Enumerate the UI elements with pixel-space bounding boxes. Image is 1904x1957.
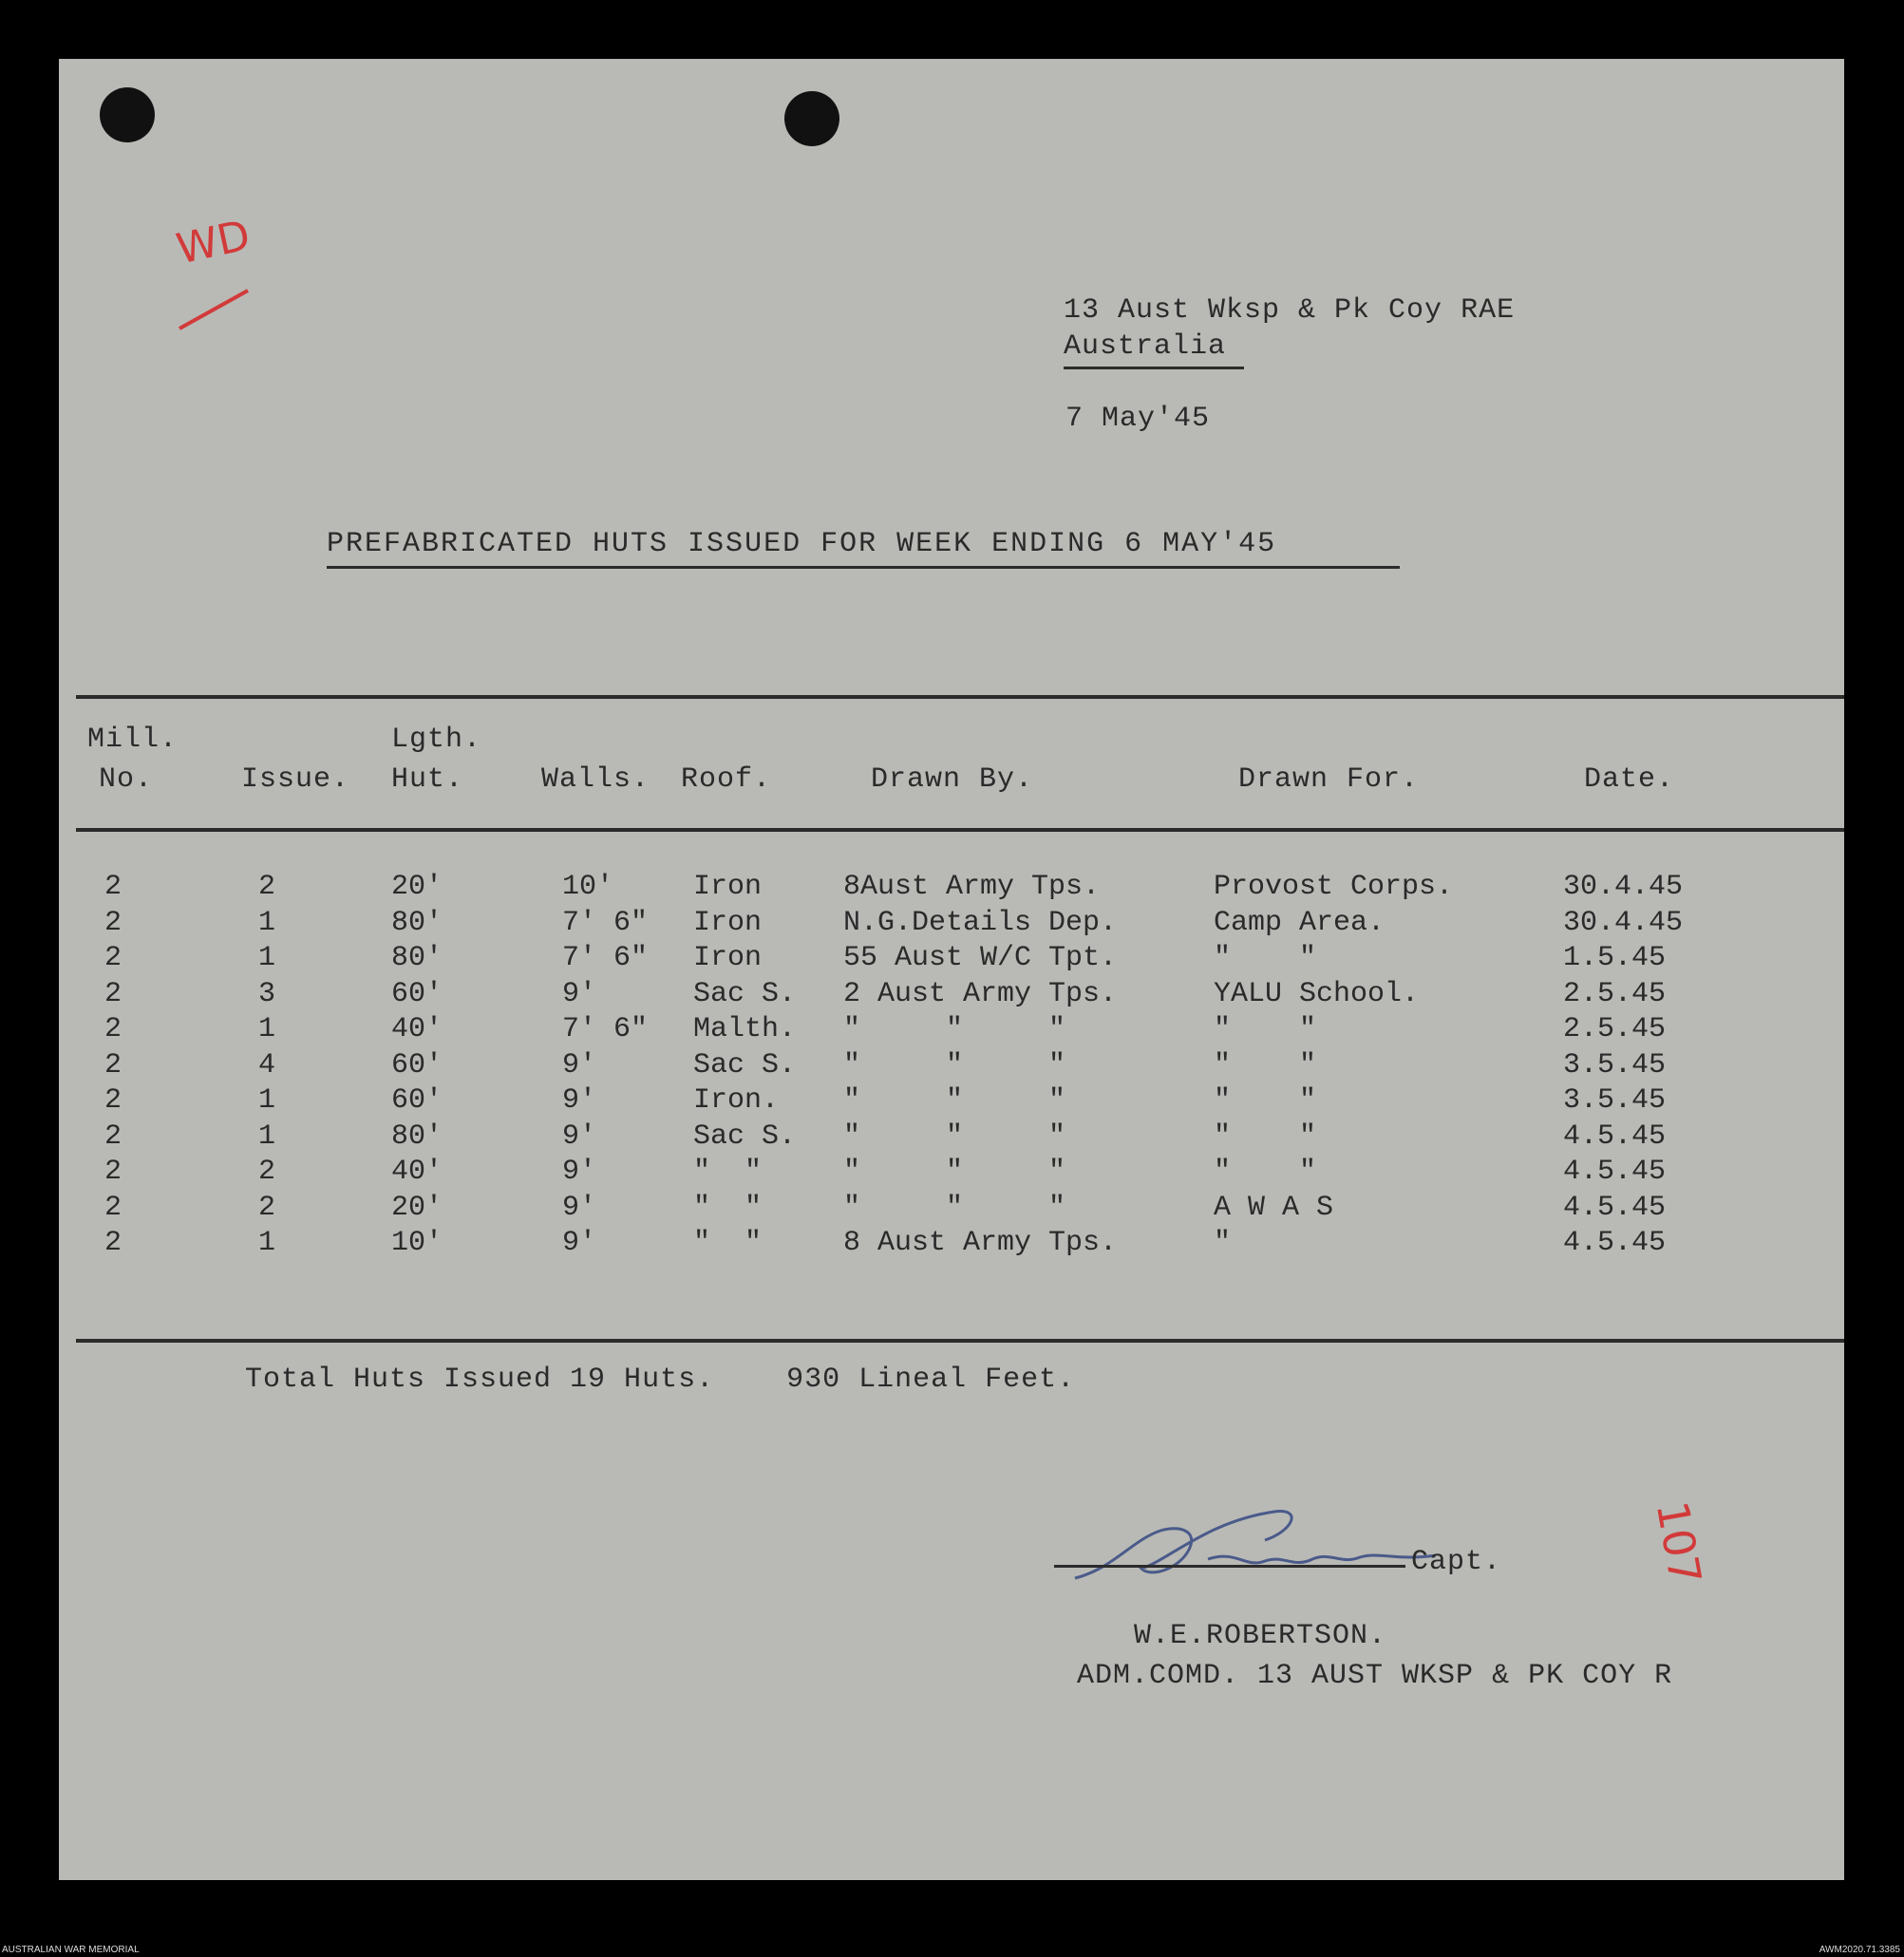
cell-length: 80' [391, 1120, 443, 1153]
cell-drawn-by: " " " [843, 1013, 1066, 1045]
cell-walls: 7' 6" [562, 1013, 649, 1045]
location-underline [1064, 367, 1244, 369]
cell-walls: 7' 6" [562, 906, 649, 939]
cell-mill: 2 [104, 906, 123, 939]
cell-drawn-by: 55 Aust W/C Tpt. [843, 942, 1118, 974]
cell-issue: 1 [258, 1227, 276, 1259]
cell-drawn-by: " " " [843, 1191, 1066, 1224]
cell-drawn-for: YALU School. [1214, 977, 1420, 1010]
cell-length: 40' [391, 1013, 443, 1045]
cell-date: 2.5.45 [1563, 977, 1667, 1010]
margin-note-wd: WD [172, 211, 254, 274]
cell-date: 4.5.45 [1563, 1227, 1667, 1259]
cell-date: 2.5.45 [1563, 1013, 1667, 1045]
cell-roof: Iron [693, 906, 763, 939]
table-top-rule [76, 695, 1844, 699]
cell-drawn-for: " " [1214, 1156, 1317, 1188]
cell-drawn-for: " [1214, 1227, 1232, 1259]
cell-issue: 1 [258, 906, 276, 939]
cell-mill: 2 [104, 1013, 123, 1045]
cell-length: 40' [391, 1156, 443, 1188]
document-title: PREFABRICATED HUTS ISSUED FOR WEEK ENDING 6 MAY'45 [327, 528, 1277, 560]
punch-hole [784, 91, 839, 146]
cell-length: 10' [391, 1227, 443, 1259]
cell-length: 60' [391, 977, 443, 1010]
cell-mill: 2 [104, 1048, 123, 1082]
cell-issue: 1 [258, 1013, 276, 1045]
document-date: 7 May'45 [1065, 403, 1211, 435]
document-page [59, 59, 1844, 1880]
cell-roof: Malth. [693, 1013, 797, 1045]
cell-mill: 2 [104, 1191, 123, 1224]
cell-drawn-for: " " [1214, 1084, 1317, 1117]
cell-mill: 2 [104, 1120, 123, 1153]
cell-drawn-for: Provost Corps. [1214, 871, 1454, 903]
footer-right: AWM2020.71.3385 [1819, 1945, 1900, 1955]
cell-drawn-for: " " [1214, 942, 1317, 974]
cell-length: 60' [391, 1084, 443, 1117]
table-row [59, 942, 1844, 977]
cell-walls: 9' [562, 1048, 597, 1082]
cell-date: 1.5.45 [1563, 942, 1667, 974]
signatory-appointment: ADM.COMD. 13 AUST WKSP & PK COY R [1077, 1660, 1673, 1692]
cell-walls: 9' [562, 1156, 597, 1188]
unit-header: 13 Aust Wksp & Pk Coy RAE [1064, 294, 1516, 327]
cell-issue: 4 [258, 1048, 276, 1082]
cell-issue: 2 [258, 1191, 276, 1224]
cell-walls: 9' [562, 1120, 597, 1153]
cell-walls: 10' [562, 871, 614, 903]
col-date: Date. [1584, 763, 1675, 796]
cell-issue: 1 [258, 1084, 276, 1117]
col-length-line2: Hut. [391, 763, 464, 796]
cell-mill: 2 [104, 871, 123, 903]
col-roof: Roof. [681, 763, 772, 796]
table-row [59, 1156, 1844, 1191]
total-line: Total Huts Issued 19 Huts. 930 Lineal Feet. [245, 1364, 1076, 1396]
cell-date: 4.5.45 [1563, 1191, 1667, 1224]
cell-roof: " " [693, 1191, 763, 1224]
cell-roof: Iron [693, 942, 763, 974]
cell-roof: Sac S. [693, 1048, 797, 1082]
cell-drawn-by: 2 Aust Army Tps. [843, 977, 1118, 1010]
cell-length: 20' [391, 1191, 443, 1224]
punch-hole [100, 87, 155, 142]
cell-walls: 9' [562, 1227, 597, 1259]
signature [1056, 1502, 1455, 1616]
title-underline [327, 566, 1400, 569]
table-row [59, 1049, 1844, 1084]
cell-walls: 7' 6" [562, 942, 649, 974]
cell-roof: Iron [693, 871, 763, 903]
cell-roof: " " [693, 1227, 763, 1259]
cell-drawn-by: 8Aust Army Tps. [843, 871, 1101, 903]
cell-drawn-for: " " [1214, 1048, 1317, 1082]
col-drawn-for: Drawn For. [1238, 763, 1420, 796]
red-tick-mark [178, 287, 254, 334]
table-row [59, 1192, 1844, 1227]
cell-date: 4.5.45 [1563, 1120, 1667, 1153]
cell-drawn-for: Camp Area. [1214, 906, 1386, 939]
cell-issue: 2 [258, 1156, 276, 1188]
cell-roof: " " [693, 1156, 763, 1188]
cell-mill: 2 [104, 1084, 123, 1117]
table-row [59, 978, 1844, 1013]
cell-length: 20' [391, 871, 443, 903]
table-row [59, 871, 1844, 906]
cell-mill: 2 [104, 1156, 123, 1188]
cell-length: 80' [391, 942, 443, 974]
cell-mill: 2 [104, 942, 123, 974]
cell-walls: 9' [562, 977, 597, 1010]
cell-mill: 2 [104, 1227, 123, 1259]
col-walls: Walls. [541, 763, 650, 796]
cell-drawn-by: " " " [843, 1048, 1066, 1082]
cell-drawn-by: " " " [843, 1084, 1066, 1117]
cell-date: 30.4.45 [1563, 871, 1684, 903]
cell-length: 80' [391, 906, 443, 939]
cell-drawn-by: N.G.Details Dep. [843, 906, 1118, 939]
col-length-line1: Lgth. [391, 724, 482, 756]
cell-roof: Iron. [693, 1084, 780, 1117]
cell-roof: Sac S. [693, 1120, 797, 1153]
col-issue: Issue. [241, 763, 350, 796]
cell-drawn-by: " " " [843, 1120, 1066, 1153]
cell-date: 4.5.45 [1563, 1156, 1667, 1188]
cell-issue: 1 [258, 1120, 276, 1153]
cell-issue: 3 [258, 977, 276, 1010]
location-header: Australia [1064, 330, 1227, 363]
cell-date: 3.5.45 [1563, 1048, 1667, 1082]
signatory-name: W.E.ROBERTSON. [1134, 1620, 1387, 1652]
col-mill-line2: No. [99, 763, 154, 796]
cell-walls: 9' [562, 1084, 597, 1117]
cell-issue: 2 [258, 871, 276, 903]
table-row [59, 1013, 1844, 1048]
margin-note-107: 107 [1646, 1497, 1712, 1589]
cell-issue: 1 [258, 942, 276, 974]
cell-drawn-by: " " " [843, 1156, 1066, 1188]
cell-walls: 9' [562, 1191, 597, 1224]
table-bottom-rule [76, 1339, 1844, 1343]
signature-rank: Capt. [1411, 1546, 1502, 1578]
cell-drawn-for: A W A S [1214, 1191, 1334, 1224]
cell-date: 3.5.45 [1563, 1084, 1667, 1117]
cell-drawn-for: " " [1214, 1120, 1317, 1153]
cell-drawn-for: " " [1214, 1013, 1317, 1045]
col-mill-line1: Mill. [87, 724, 179, 756]
table-row [59, 1120, 1844, 1156]
signature-line [1054, 1565, 1405, 1568]
cell-roof: Sac S. [693, 977, 797, 1010]
cell-date: 30.4.45 [1563, 906, 1684, 939]
cell-length: 60' [391, 1048, 443, 1082]
cell-drawn-by: 8 Aust Army Tps. [843, 1227, 1118, 1259]
header-bottom-rule [76, 828, 1844, 832]
table-row [59, 1084, 1844, 1120]
table-row [59, 1227, 1844, 1262]
table-row [59, 907, 1844, 942]
cell-mill: 2 [104, 977, 123, 1010]
footer-left: AUSTRALIAN WAR MEMORIAL [2, 1945, 140, 1955]
col-drawn-by: Drawn By. [871, 763, 1034, 796]
